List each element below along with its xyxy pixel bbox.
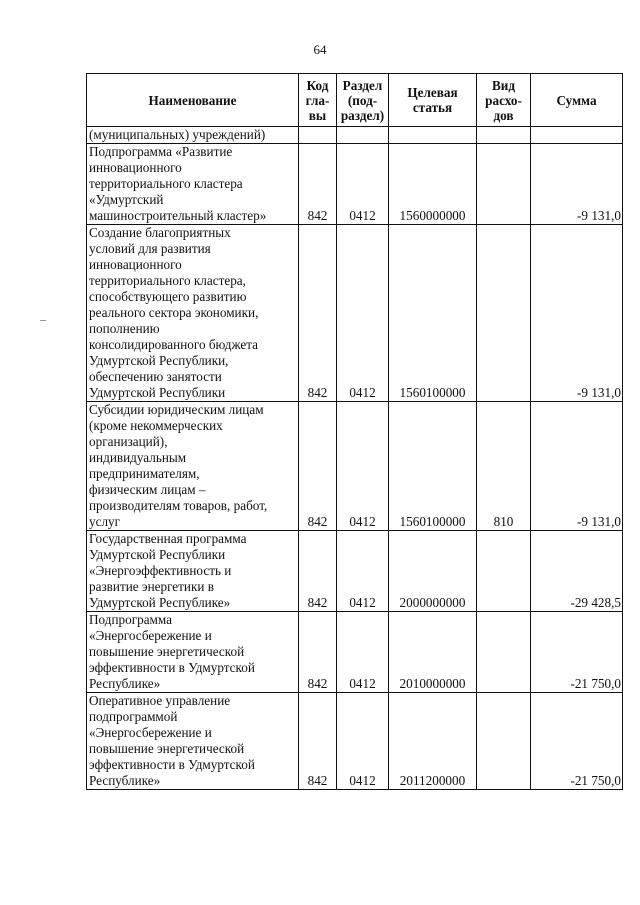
row-name: Создание благоприятных условий для развития инновационного территориального кластера, способствующего развитию реального сектора экономики, пополнению консолидированного бюджета Удмуртской Республики, обеспечению занятости Удмуртской Республики (87, 225, 299, 402)
row-name: (муниципальных) учреждений) (87, 127, 299, 144)
row-expense (477, 225, 531, 402)
table-row (87, 693, 623, 790)
table-row (87, 144, 623, 225)
row-name: Подпрограмма «Энергосбережение и повышение энергетической эффективности в Удмуртской Республике» (87, 612, 299, 693)
row-sum: -21 750,0 (531, 693, 623, 790)
row-code: 842 (299, 531, 337, 612)
page-number: 64 (313, 42, 327, 57)
scan-artifact (40, 320, 46, 321)
row-code: 842 (299, 402, 337, 531)
row-expense (477, 127, 531, 144)
table-header-row (87, 74, 623, 127)
row-sum: -9 131,0 (531, 402, 623, 531)
row-section: 0412 (337, 144, 389, 225)
table-row (87, 612, 623, 693)
row-section: 0412 (337, 402, 389, 531)
row-sum: -29 428,5 (531, 531, 623, 612)
header-expense: Вид расхо- дов (477, 74, 531, 127)
table-row (87, 531, 623, 612)
row-expense (477, 693, 531, 790)
budget-table (86, 73, 623, 790)
table-row (87, 127, 623, 144)
row-sum: -21 750,0 (531, 612, 623, 693)
header-code: Код гла- вы (299, 74, 337, 127)
row-code: 842 (299, 144, 337, 225)
row-target: 1560100000 (389, 225, 477, 402)
row-section: 0412 (337, 693, 389, 790)
header-name: Наименование (87, 74, 299, 127)
row-code (299, 127, 337, 144)
row-expense: 810 (477, 402, 531, 531)
row-sum: -9 131,0 (531, 225, 623, 402)
row-name: Государственная программа Удмуртской Республики «Энергоэффективность и развитие энергетики в Удмуртской Республике» (87, 531, 299, 612)
row-code: 842 (299, 693, 337, 790)
row-expense (477, 144, 531, 225)
row-section: 0412 (337, 531, 389, 612)
row-name: Подпрограмма «Развитие инновационного территориального кластера «Удмуртский машиностроительный кластер» (87, 144, 299, 225)
row-section: 0412 (337, 225, 389, 402)
row-section (337, 127, 389, 144)
row-target: 2000000000 (389, 531, 477, 612)
row-sum: -9 131,0 (531, 144, 623, 225)
row-target: 1560000000 (389, 144, 477, 225)
row-sum (531, 127, 623, 144)
row-target: 2011200000 (389, 693, 477, 790)
table-row (87, 225, 623, 402)
table-row (87, 402, 623, 531)
row-target (389, 127, 477, 144)
row-expense (477, 531, 531, 612)
header-sum: Сумма (531, 74, 623, 127)
row-expense (477, 612, 531, 693)
header-target: Целевая статья (389, 74, 477, 127)
row-name: Субсидии юридическим лицам (кроме некоммерческих организаций), индивидуальным предпринимателям, физическим лицам – производителям товаров, работ, услуг (87, 402, 299, 531)
header-section: Раздел (под- раздел) (337, 74, 389, 127)
row-code: 842 (299, 225, 337, 402)
row-code: 842 (299, 612, 337, 693)
row-section: 0412 (337, 612, 389, 693)
row-name: Оперативное управление подпрограммой «Энергосбережение и повышение энергетической эффективности в Удмуртской Республике» (87, 693, 299, 790)
row-target: 1560100000 (389, 402, 477, 531)
row-target: 2010000000 (389, 612, 477, 693)
